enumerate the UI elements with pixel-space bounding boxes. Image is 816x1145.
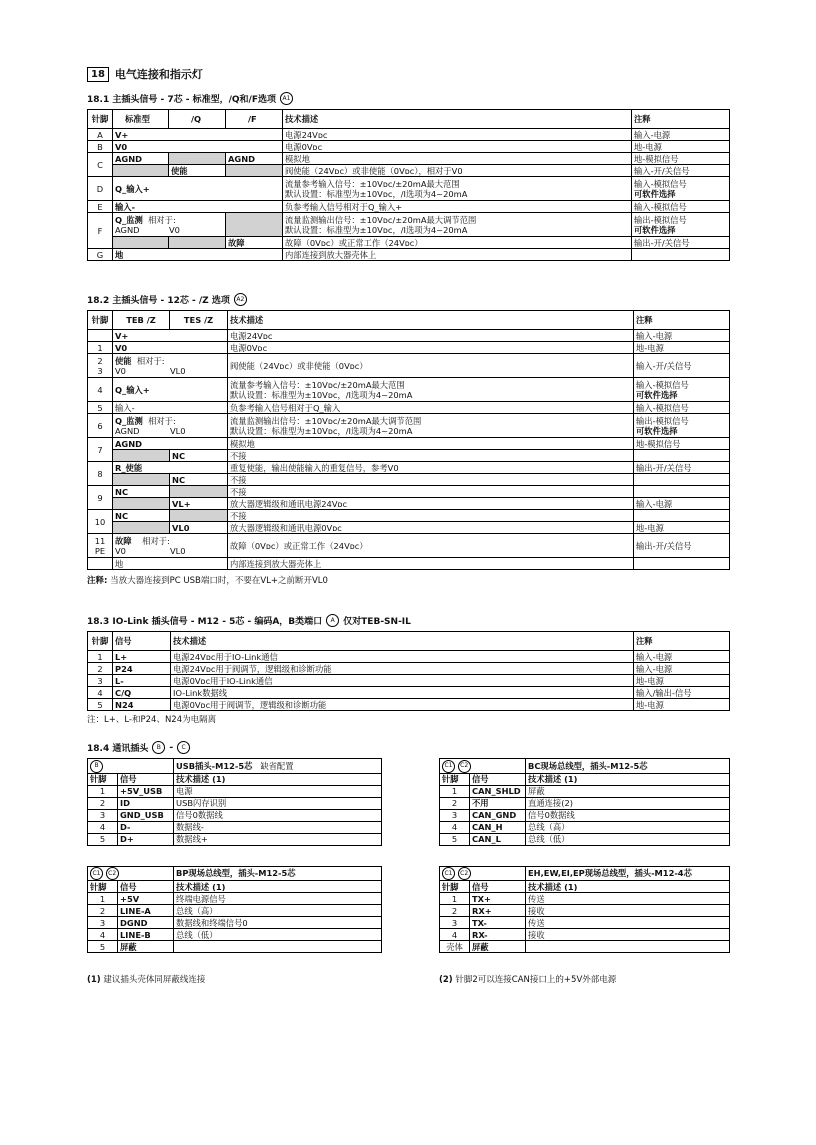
table-row: 4 Q_输入+ 流量参考输入信号：±10Vᴅᴄ/±20mA最大范围 默认设置：标准型为±10Vᴅᴄ，/I选项为4~20mA 输入-模拟信号 可软件选择 (88, 378, 730, 402)
bc-table-wrap (439, 758, 729, 846)
table-row: B V0 电源0Vᴅᴄ 地-电源 (88, 141, 730, 153)
table-header-row: 针脚 信号 技术描述 (1) (88, 881, 382, 893)
table-row: 10 NC 不接 (88, 510, 730, 522)
table-row: 1 V0 电源0Vᴅᴄ 地-电源 (88, 342, 730, 354)
table-row: 9 NC 不接 (88, 486, 730, 498)
table-18-1 (87, 109, 730, 261)
footnote-2: (2) 针脚2可以连接CAN接口上的+5V外部电源 (439, 975, 617, 985)
circle-label-c1: C1 (442, 760, 455, 773)
comm-tables-row-2 (87, 866, 729, 954)
table-row: 1 +5V_USB 电源 (88, 785, 382, 797)
table-row: 1 +5V 终端电源信号 (88, 893, 382, 905)
table-row: 5 屏蔽 (88, 941, 382, 953)
circle-label-c2: C2 (106, 867, 119, 880)
table-row: 6 Q_监测 相对于: AGND VL0 流量监测输出信号：±10Vᴅᴄ/±20mA最大调节范围 默认设置：标准型为±10Vᴅᴄ，/I选项为4~20mA 输出-模拟信号 可软件选择 (88, 414, 730, 438)
circle-label-b: B (152, 741, 165, 754)
table-header-row: 针脚 信号 技术描述 (1) (88, 773, 382, 785)
table-row: 2 LINE-A 总线（高） (88, 905, 382, 917)
circle-label-c1: C1 (90, 867, 103, 880)
table-row: 3 DGND 数据线和终端信号0 (88, 917, 382, 929)
bp-table: C1 C2 BP现场总线型，插头-M12-5芯 针脚 信号 技术描述 (1) 1 +5V 终端电源信号 2 LINE-A 总线（高） 3 DGND 数据线和终端信号0 4 LINE-B 总线（低） 5 屏蔽 (87, 866, 382, 954)
bc-table: C1 C2 BC现场总线型，插头-M12-5芯 针脚 信号 技术描述 (1) 1 CAN_SHLD 屏蔽 2 不用 直通连接(2) 3 CAN_GND 信号0数据线 4 CAN_H 总线（高） 5 CAN_L 总线（低） (439, 758, 730, 846)
table-row: 4 LINE-B 总线（低） (88, 929, 382, 941)
table-row: D Q_输入+ 流量参考输入信号：±10Vᴅᴄ/±20mA最大范围 默认设置：标准型为±10Vᴅᴄ，/I选项为4~20mA 输入-模拟信号 可软件选择 (88, 177, 730, 201)
table-row: 使能 阀使能（24Vᴅᴄ）或非使能（0Vᴅᴄ），相对于V0 输入-开/关信号 (88, 165, 730, 177)
section-title (87, 66, 729, 82)
table-row: 11 PE 故障 相对于: V0 VL0 故障（0Vᴅᴄ）或正常工作（24Vᴅᴄ） 输出-开/关信号 (88, 534, 730, 558)
section-number: 18 (87, 67, 109, 82)
table-header-row: 针脚 信号 技术描述 (1) (440, 773, 730, 785)
table-row: 3 GND_USB 信号0数据线 (88, 809, 382, 821)
table-row: NC 不接 (88, 450, 730, 462)
usb-table: B USB插头-M12-5芯 缺省配置 针脚 信号 技术描述 (1) 1 +5V_USB 电源 2 ID USB闪存识别 3 GND_USB 信号0数据线 4 D- 数据线- 5 D+ 数据线+ (87, 758, 382, 846)
table-row: 壳体 屏蔽 (440, 941, 730, 953)
table-row: 4 D- 数据线- (88, 821, 382, 833)
table-row: 5 N24 电源0Vᴅᴄ用于阀调节，逻辑级和诊断功能 地-电源 (88, 699, 730, 711)
table-row: F Q_监测 相对于: AGND V0 流量监测输出信号：±10Vᴅᴄ/±20mA最大调节范围 默认设置：标准型为±10Vᴅᴄ，/I选项为4~20mA 输出-模拟信号 可软件选择 (88, 213, 730, 237)
circle-label-c: C (177, 741, 190, 754)
table-row: 1 TX+ 传送 (440, 893, 730, 905)
page (87, 66, 729, 985)
table-row: G 地 内部连接到放大器壳体上 (88, 249, 730, 261)
table-row: 故障 故障（0Vᴅᴄ）或正常工作（24Vᴅᴄ） 输出-开/关信号 (88, 237, 730, 249)
table-row: A V+ 电源24Vᴅᴄ 输入-电源 (88, 129, 730, 141)
table-row: 7 AGND 模拟地 地-模拟信号 (88, 438, 730, 450)
circle-label-a2: A2 (234, 293, 247, 306)
eh-table-wrap (439, 866, 729, 954)
table-row: C AGND AGND 模拟地 地-模拟信号 (88, 153, 730, 165)
table-header-row: 针脚 信号 技术描述 (1) (440, 881, 730, 893)
table-18-3 (87, 631, 730, 711)
table-18-2 (87, 310, 730, 570)
table-row: 5 D+ 数据线+ (88, 833, 382, 845)
circle-label-c1: C1 (442, 867, 455, 880)
table-row: VL+ 放大器逻辑级和通讯电源24Vᴅᴄ 输入-电源 (88, 498, 730, 510)
section-18-2-title: 18.2 主插头信号 - 12芯 - /Z 选项 A2 (87, 293, 729, 306)
note-18-3: 注：L+、L-和P24、N24为电隔离 (87, 715, 217, 725)
circle-label-c2: C2 (458, 867, 471, 880)
circle-label-c2: C2 (458, 760, 471, 773)
usb-table-wrap (87, 758, 381, 846)
section-18-3-title: 18.3 IO-Link 插头信号 - M12 - 5芯 - 编码A，B类端口 A 仅对TEB-SN-IL (87, 614, 729, 627)
table-row: 4 RX- 接收 (440, 929, 730, 941)
bp-table-wrap (87, 866, 381, 954)
table-row: 3 TX- 传送 (440, 917, 730, 929)
note-18-2: 注释: 当放大器连接到PC USB端口时，不要在VL+之前断开VL0 (87, 576, 328, 586)
table-row: 4 CAN_H 总线（高） (440, 821, 730, 833)
eh-table: C1 C2 EH,EW,EI,EP现场总线型，插头-M12-4芯 针脚 信号 技术描述 (1) 1 TX+ 传送 2 RX+ 接收 3 TX- 传送 4 RX- 接收 壳体 屏蔽 (439, 866, 730, 954)
table-row: 2 ID USB闪存识别 (88, 797, 382, 809)
table-row: NC 不接 (88, 474, 730, 486)
table-row: 8 R_使能 重复使能，输出使能输入的重复信号，参考V0 输出-开/关信号 (88, 462, 730, 474)
table-row: 1 L+ 电源24Vᴅᴄ用于IO-Link通信 输入-电源 (88, 651, 730, 663)
table-row: 5 输入- 负参考输入信号相对于Q_输入 输入-模拟信号 (88, 402, 730, 414)
table-header-row: 针脚 信号 技术描述 注释 (88, 632, 730, 651)
footnote-1: (1) 建议插头壳体同屏蔽线连接 (87, 975, 206, 985)
table-header-row: 针脚 TEB /Z TES /Z 技术描述 注释 (88, 311, 730, 330)
table-row: 2 不用 直通连接(2) (440, 797, 730, 809)
table-row: 2 RX+ 接收 (440, 905, 730, 917)
section-18-4-title: 18.4 通讯插头 B - C (87, 741, 729, 754)
table-row: 4 C/Q IO-Link数据线 输入/输出-信号 (88, 687, 730, 699)
circle-label-a1: A1 (280, 92, 293, 105)
footnotes (87, 973, 729, 985)
section-18-1-title: 18.1 主插头信号 - 7芯 - 标准型，/Q和/F选项 A1 (87, 92, 729, 105)
table-row: VL0 放大器逻辑级和通讯电源0Vᴅᴄ 地-电源 (88, 522, 730, 534)
table-row: V+ 电源24Vᴅᴄ 输入-电源 (88, 330, 730, 342)
table-row: 5 CAN_L 总线（低） (440, 833, 730, 845)
section-heading: 电气连接和指示灯 (114, 68, 203, 81)
table-row: E 输入- 负参考输入信号相对于Q_输入+ 输入-模拟信号 (88, 201, 730, 213)
circle-label-b: B (90, 760, 103, 773)
table-row: 2 3 使能 相对于: V0 VL0 阀使能（24Vᴅᴄ）或非使能（0Vᴅᴄ） 输入-开/关信号 (88, 354, 730, 378)
comm-tables-row-1 (87, 758, 729, 846)
table-row: 3 CAN_GND 信号0数据线 (440, 809, 730, 821)
table-row: 3 L- 电源0Vᴅᴄ用于IO-Link通信 地-电源 (88, 675, 730, 687)
table-row: 2 P24 电源24Vᴅᴄ用于阀调节，逻辑级和诊断功能 输入-电源 (88, 663, 730, 675)
table-row: 1 CAN_SHLD 屏蔽 (440, 785, 730, 797)
table-row: 地 内部连接到放大器壳体上 (88, 558, 730, 570)
table-18-3-body (88, 651, 730, 711)
circle-label-a: A (326, 614, 339, 627)
table-header-row: 针脚 标准型 /Q /F 技术描述 注释 (88, 110, 730, 129)
